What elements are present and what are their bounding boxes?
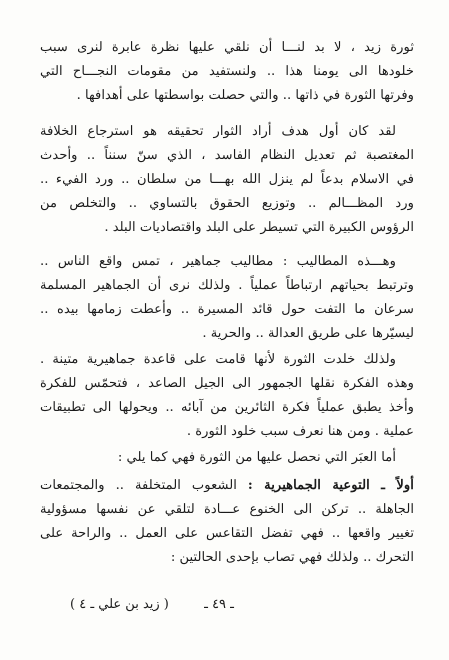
paragraph-2	[40, 120, 414, 240]
running-footer-reference: ( زيد بن علي ـ ٤ )	[70, 597, 169, 612]
paragraph-4	[40, 348, 414, 444]
paragraph-1	[40, 36, 414, 108]
text-line: ورد المظـــالم .. وتوزيع الحقوق بالتساوي .. والتخلص من	[40, 196, 414, 211]
text-line: تغيير واقعها .. فهي تفضل التقاعس على العمل .. والراحة على	[40, 526, 414, 541]
text-line: خلودها الى يومنا هذا .. ولنستفيد من مقومات النجـــاح التي	[40, 64, 414, 79]
text-line: وأخذ يطبق عملياً فكرة الثائرين من آبائه .. ويحولها الى تطبيقات	[40, 400, 414, 415]
text-line: لقد كان أول هدف أراد الثوار تحقيقه هو استرجاع الخلافة	[40, 124, 396, 139]
text-run: الشعوب المتخلفة .. والمجتمعات	[40, 478, 237, 493]
paragraph-6	[40, 474, 414, 570]
text-line: ثورة زيد ، لا بد لنـــا أن نلقي عليها نظرة عابرة لنرى سبب	[40, 40, 414, 55]
text-line: التحرك .. ولذلك فهي تصاب بإحدى الحالتين :	[170, 550, 414, 565]
section-heading: أولاً ـ التوعية الجماهيرية :	[247, 478, 414, 493]
text-line: وفرتها الثورة في ذاتها .. والتي حصلت بواسطتها على أهدافها .	[76, 88, 414, 103]
paragraph-5	[40, 446, 414, 470]
text-line: وهذه الفكرة نقلها الجمهور الى الجيل الصاعد ، فتحمّس للفكرة	[40, 376, 414, 391]
text-line: الجاهلة .. تركن الى الخنوع عـــادة لتلقي عن نفسها مسؤولية	[40, 502, 414, 517]
text-line: سرعان ما التفت حول قائد المسيرة .. وأعطت زمامها بيده ..	[40, 302, 414, 317]
text-line: المغتصبة ثم تعديل النظام الفاسد ، الذي سنّ سنناً .. وأحدث	[40, 148, 414, 163]
text-line: وهـــذه المطاليب : مطاليب جماهير ، تمس واقع الناس ..	[40, 254, 396, 269]
page-number: ـ ٤٩ ـ	[204, 597, 234, 612]
text-line: أما العبَر التي نحصل عليها من الثورة فهي كما يلي :	[117, 450, 396, 465]
text-line: ليسيّرها على طريق العدالة .. والحرية .	[202, 326, 414, 341]
text-line: عملية . ومن هنا نعرف سبب خلود الثورة .	[186, 424, 414, 439]
text-line: الرؤوس الكبيرة التي تسيطر على البلد واقتصاديات البلد .	[104, 220, 414, 235]
text-line: في الاسلام بدعاً لم ينزل الله بهـــا من سلطان .. ورد الفيء ..	[40, 172, 414, 187]
text-line: وترتبط بحياتهم ارتباطاً عملياً . ولذلك نرى أن الجماهير المسلمة	[40, 278, 414, 293]
page-footer	[40, 594, 414, 616]
text-line: ولذلك خلدت الثورة لأنها قامت على قاعدة جماهيرية متينة .	[40, 352, 396, 367]
text-line	[40, 474, 414, 498]
paragraph-3	[40, 250, 414, 346]
